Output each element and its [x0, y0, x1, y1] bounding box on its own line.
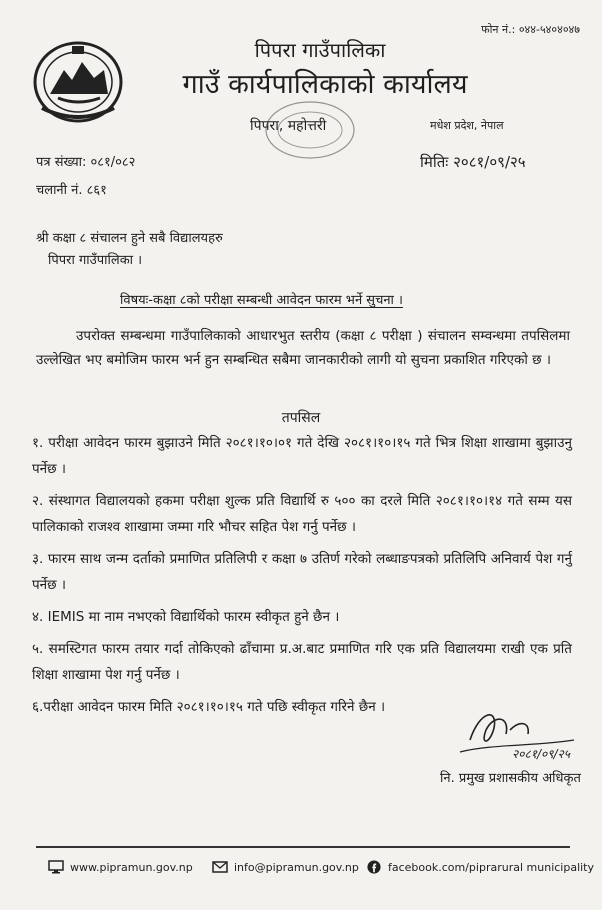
list-item: ५. समस्टिगत फारम तयार गर्दा तोकिएको ढाँचामा प्र.अ.बाट प्रमाणित गरि एक प्रति विद्यालयमा राखी एक प्रति शिक्षा शाखामा पेश गर्नु पर्नेछ । [32, 641, 572, 683]
recipient-line-2: पिपरा गाउँपालिका । [48, 253, 143, 268]
letter-body: उपरोक्त सम्बन्धमा गाउँपालिकाको आधारभुत स्तरीय (कक्षा ८ परीक्षा ) संचालन सम्वन्धमा तपसिलमा उल्लेखित भए बमोजिम फारम भर्न हुन सम्बन्धित सबैमा जानकारीको लागी यो सुचना प्रकाशित गरिएको छ । [36, 328, 570, 368]
phone-number: फोन नं.: ०४४-५४०४०४७ [481, 23, 580, 36]
facebook-link[interactable]: facebook.com/piprarural municipality [388, 860, 595, 874]
letter-date: मितिः २०८१/०९/२५ [420, 153, 526, 171]
monitor-icon [48, 860, 64, 874]
list-item: ६.परीक्षा आवेदन फारम मिति २०८१।१०।१५ गते पछि स्वीकृत गरिने छैन । [32, 699, 386, 715]
nepal-emblem-icon [32, 40, 124, 124]
letter-subject: विषयः-कक्षा ८को परीक्षा सम्बन्धी आवेदन फारम भर्ने सुचना । [120, 293, 403, 308]
email-link[interactable]: info@pipramun.gov.np [234, 860, 359, 874]
reference-number: पत्र संख्या: ०८१/०८२ [36, 155, 136, 170]
dispatch-number: चलानी नं. ८६१ [36, 183, 107, 198]
list-item: २. संस्थागत विद्यालयको हकमा परीक्षा शुल्क प्रति विद्यार्थि रु ५०० का दरले मिति २०८१।१०।१४ गते सम्म यस पालिकाको राजश्व शाखामा जम्मा गरि भौचर सहित पेश गर्नु पर्नेछ । [32, 493, 572, 535]
envelope-icon [212, 860, 228, 874]
office-name: पिपरा गाउँपालिका [254, 38, 386, 62]
list-item: १. परीक्षा आवेदन फारम बुझाउने मिति २०८१।१०।०१ गते देखि २०८१।१०।१५ गते भित्र शिक्षा शाखामा बुझाउनु पर्नेछ । [32, 435, 572, 477]
recipient-line-1: श्री कक्षा ८ संचालन हुने सबै विद्यालयहरु [36, 231, 223, 246]
footer-facebook[interactable] [366, 860, 594, 874]
footer-email[interactable] [212, 860, 359, 874]
svg-text:२०८१/०९/२५: २०८१/०९/२५ [512, 747, 571, 761]
footer-divider [36, 846, 570, 848]
office-title: गाउँ कार्यपालिकाको कार्यालय [182, 69, 468, 100]
section-heading: तपसिल [281, 410, 321, 426]
footer-website[interactable] [48, 860, 193, 874]
website-link[interactable]: www.pipramun.gov.np [70, 860, 193, 874]
handwritten-signature [450, 700, 580, 762]
region-label: मधेश प्रदेश, नेपाल [430, 119, 504, 132]
office-address: पिपरा, महोत्तरी [250, 118, 327, 134]
instruction-list [32, 430, 572, 720]
list-item: ४. IEMIS मा नाम नभएको विद्यार्थिको फारम स्वीकृत हुने छैन । [32, 609, 340, 625]
office-stamp-icon [262, 98, 358, 162]
list-item: ३. फारम साथ जन्म दर्ताको प्रमाणित प्रतिलिपी र कक्षा ७ उतिर्ण गरेको लब्धाङपत्रको प्रतिलिपि अनिवार्य पेश गर्नु पर्नेछ । [32, 551, 572, 593]
signatory-title: नि. प्रमुख प्रशासकीय अधिकृत [440, 771, 581, 786]
facebook-icon [366, 860, 382, 874]
